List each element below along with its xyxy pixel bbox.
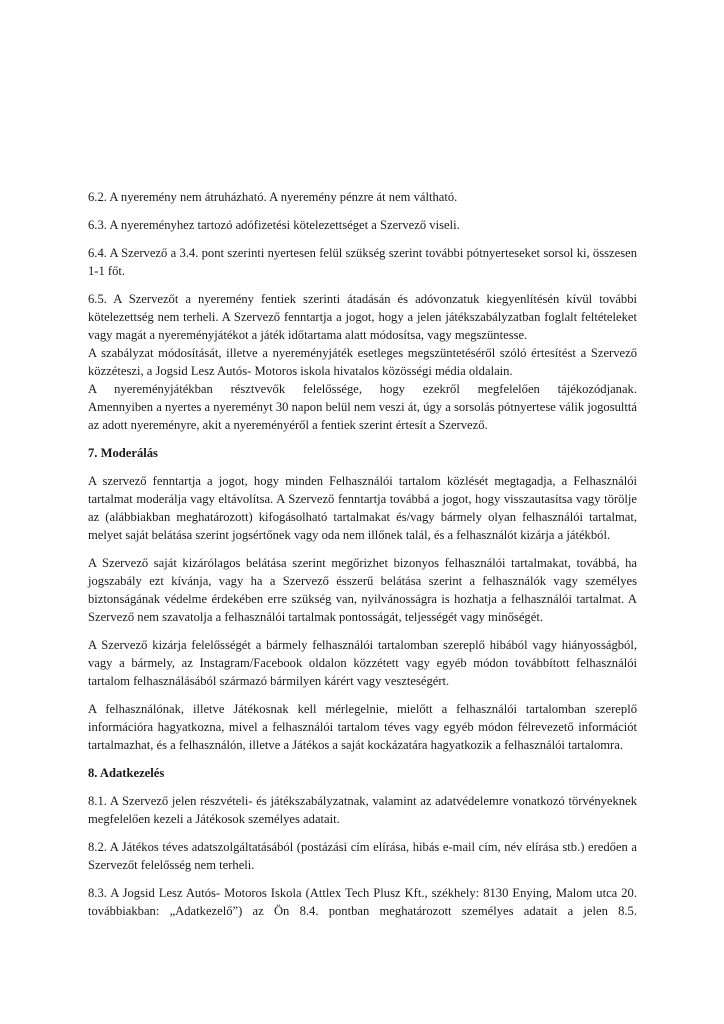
paragraph-6-4: 6.4. A Szervező a 3.4. pont szerinti nyertesen felül szükség szerint további pótnyerteseket sorsol ki, összesen 1-1 főt. [88, 246, 637, 278]
paragraph-6-5-unclaimed: Amennyiben a nyertes a nyereményt 30 napon belül nem veszi át, úgy a sorsolás pótnyertese válik jogosulttá az adott nyereményre, akit a nyereményéről a fentiek szerint értesít a Szervező. [88, 400, 637, 432]
paragraph-8-3: 8.3. A Jogsid Lesz Autós- Motoros Iskola (Attlex Tech Plusz Kft., székhely: 8130 Enying, Malom utca 20. továbbiakban: „Adatkezelő”) az Ön 8.4. pontban meghatározott személyes adatait a jelen 8.5. [88, 886, 637, 918]
paragraph-7-user-risk: A felhasználónak, illetve Játékosnak kell mérlegelnie, mielőtt a felhasználói tartalomban szereplő információra hagyatkozna, mivel a felhasználói tartalom téves vagy egyéb módon félrevezető információt tartalmazhat, és a felhasználón, illetve a Játékos a saját kockázatára hagyatkozik a felhasználói tartalomra. [88, 702, 637, 752]
paragraph-7-retention: A Szervező saját kizárólagos belátása szerint megőrizhet bizonyos felhasználói tartalmakat, továbbá, ha jogszabály ezt kívánja, vagy ha a Szervező ésszerű belátása szerint a felhasználók vagy személyes biztonságának védelme érdekében erre szükség van, nyilvánosságra is hozhatja a felhasználói tartalmat. A Szervező nem szavatolja a felhasználói tartalmak pontosságát, teljességét vagy minőségét. [88, 556, 637, 624]
paragraph-6-2: 6.2. A nyeremény nem átruházható. A nyeremény pénzre át nem váltható. [88, 190, 458, 204]
paragraph-8-2: 8.2. A Játékos téves adatszolgáltatásából (postázási cím elírása, hibás e-mail cím, név elírása stb.) eredően a Szervezőt felelősség nem terheli. [88, 840, 637, 872]
heading-7-moderation: 7. Moderálás [88, 446, 158, 460]
paragraph-6-5-modification: A szabályzat módosítását, illetve a nyereményjáték esetleges megszüntetéséről szóló értesítést a Szervező közzéteszi, a Jogsid Lesz Autós- Motoros iskola hivatalos közösségi média oldalain. [88, 346, 637, 378]
paragraph-7-liability: A Szervező kizárja felelősségét a bármely felhasználói tartalomban szereplő hibából vagy hiányosságból, vagy a bármely, az Instagram/Facebook oldalon közzétett vagy egyéb módon továbbított felhasználói tartalom felhasználásából származó bármilyen kárért vagy veszteségért. [88, 638, 637, 688]
heading-8-data-handling: 8. Adatkezelés [88, 766, 165, 780]
paragraph-7-rights: A szervező fenntartja a jogot, hogy minden Felhasználói tartalom közlését megtagadja, a Felhasználói tartalmat moderálja vagy eltávolítsa. A Szervező fenntartja továbbá a jogot, hogy visszautasítsa vagy törölje az (alábbiakban meghatározott) kifogásolható tartalmakat és/vagy bármely olyan felhasználói tartalmat, melyet saját belátása szerint jogsértőnek vagy oda nem illőnek talál, és a felhasználót kizárja a játékból. [88, 474, 637, 542]
paragraph-6-3: 6.3. A nyereményhez tartozó adófizetési kötelezettséget a Szervező viseli. [88, 218, 460, 232]
paragraph-6-5: 6.5. A Szervezőt a nyeremény fentiek szerinti átadásán és adóvonzatuk kiegyenlítésén kívül további kötelezettség nem terheli. A Szervező fenntartja a jogot, hogy a jelen játékszabályzatban foglalt feltételeket vagy magát a nyereményjátékot a játék időtartama alatt módosítsa, vagy megszüntesse. [88, 292, 637, 342]
paragraph-8-1: 8.1. A Szervező jelen részvételi- és játékszabályzatnak, valamint az adatvédelemre vonatkozó törvényeknek megfelelően kezeli a Játékosok személyes adatait. [88, 794, 637, 826]
paragraph-6-5-responsibility: A nyereményjátékban résztvevők felelőssége, hogy ezekről megfelelően tájékozódjanak. [88, 382, 637, 396]
document-body [88, 188, 637, 930]
